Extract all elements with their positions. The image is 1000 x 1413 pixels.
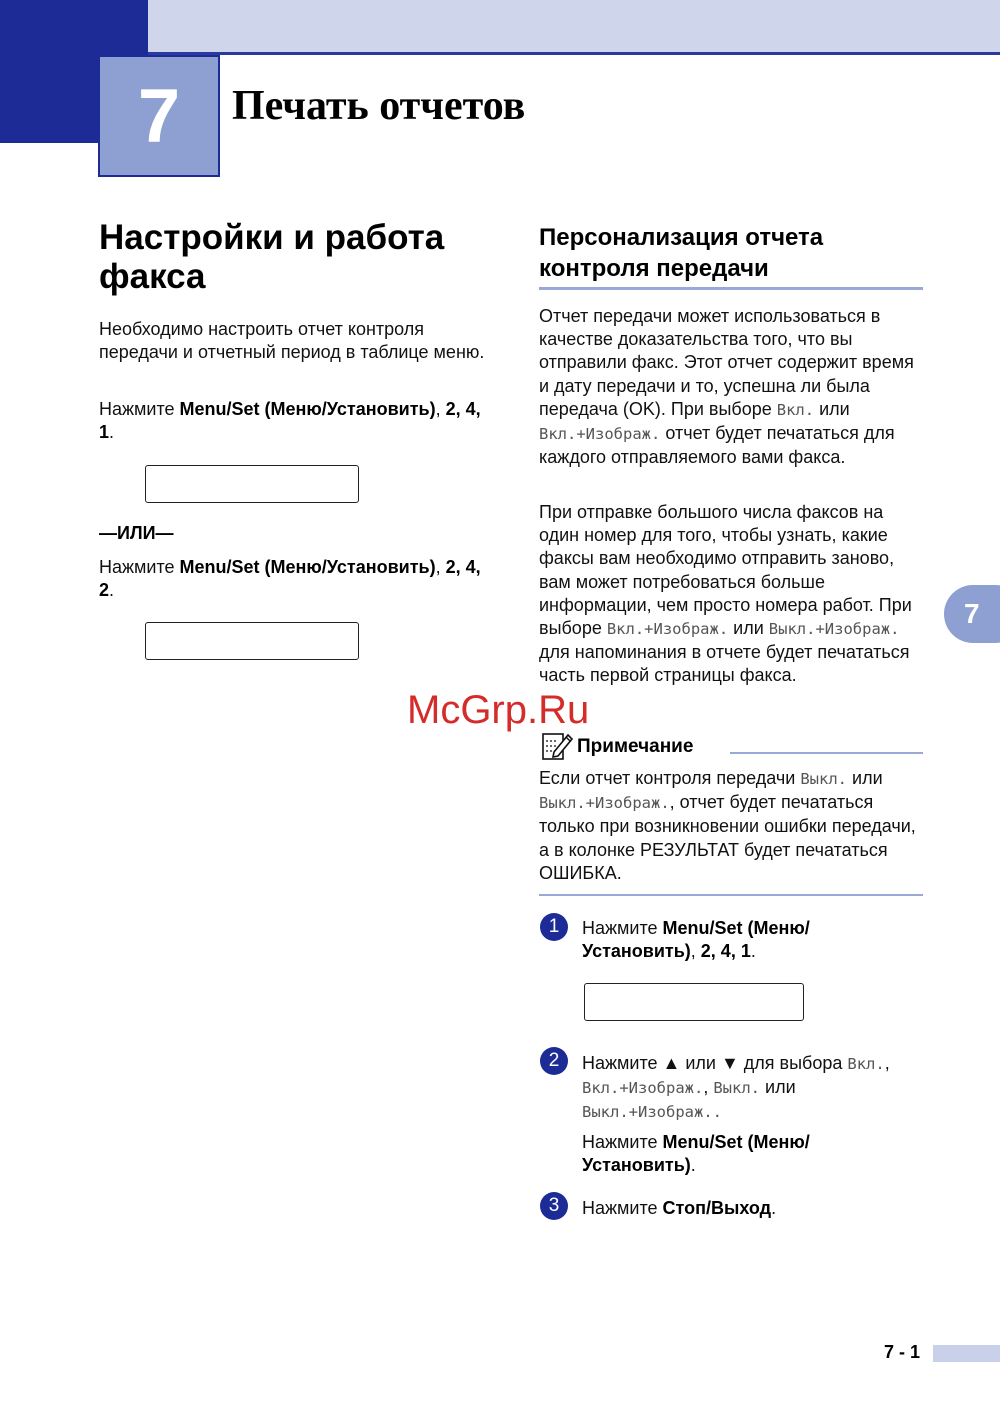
header-band (148, 0, 1000, 52)
note-end-rule (539, 894, 923, 896)
right-heading-rule (539, 287, 923, 290)
para2-option-on-image: Вкл.+Изображ. (606, 620, 729, 639)
step3-prefix: Нажмите (582, 1198, 663, 1218)
step1-prefix: Нажмите (582, 918, 663, 938)
para2-option-off-image: Выкл.+Изображ. (768, 620, 900, 639)
step2-sub-end: . (690, 1155, 696, 1176)
step1-keys: 2, 4, 1 (700, 941, 751, 962)
chapter-side-tab: 7 (944, 585, 1000, 643)
note-option-off: Выкл. (800, 770, 848, 788)
note-rule (730, 752, 923, 754)
step3-end: . (771, 1198, 777, 1218)
step-1-badge: 1 (540, 913, 568, 941)
step2-option-off: Выкл. (713, 1079, 761, 1098)
step-2-text (582, 1052, 922, 1125)
step2-sep3: или (760, 1077, 796, 1098)
step2-option-on-image: Вкл.+Изображ. (582, 1079, 704, 1098)
para2-text-a: При отправке большого числа факсов на один номер для того, чтобы узнать, какие факсы вам необходимо отправить заново, вам может потребоваться больше информации, чем просто номера работ. При выборе (539, 502, 912, 639)
left-heading-line1: Настройки и работа (99, 218, 445, 257)
para1-text-a: Отчет передачи может использоваться в качестве доказательства того, что вы отправили факс. Этот отчет содержит время и дату передачи и то, успешна ли была передача (OK). При выборе (539, 306, 914, 419)
step2-sub-prefix: Нажмите (582, 1132, 663, 1152)
chapter-title: Печать отчетов (232, 83, 526, 129)
step1-mid: , (690, 941, 701, 962)
page-number: 7 - 1 (884, 1342, 921, 1362)
footer-bar (933, 1345, 1000, 1362)
right-paragraph-1 (539, 305, 923, 469)
step1-end: . (750, 941, 756, 962)
para1-text-c: отчет будет печататься для каждого отправляемого вами факса. (539, 423, 895, 468)
note-text-c: , отчет будет печататься только при возникновении ошибки передачи, а в колонке РЕЗУЛЬТАТ будет печататься ОШИБКА. (539, 792, 916, 883)
lcd-display-1 (145, 465, 359, 503)
lcd-display-2 (145, 622, 359, 660)
para2-text-b: или (728, 618, 769, 639)
para1-option-on-image: Вкл.+Изображ. (539, 425, 661, 444)
note-pencil-icon (540, 730, 574, 762)
step2-prefix: Нажмите ▲ или ▼ для выбора (582, 1053, 848, 1073)
step2-sep1: , (884, 1053, 890, 1073)
step-2-badge: 2 (540, 1047, 568, 1075)
press1-prefix: Нажмите (99, 399, 180, 419)
step2-sub-menu: Menu/Set (Меню/Установить) (582, 1132, 810, 1176)
note-text-a: Если отчет контроля передачи (539, 768, 801, 788)
right-heading-line1: Персонализация отчета (539, 224, 824, 251)
press2-keys: 2, 4, 2 (99, 557, 481, 601)
left-heading (99, 218, 499, 296)
chapter-number-box (98, 55, 220, 177)
watermark: McGrp.Ru (407, 688, 590, 732)
step2-sep2: , (703, 1077, 714, 1098)
step2-option-off-image: Выкл.+Изображ. (582, 1103, 713, 1122)
step1-menu: Menu/Set (Меню/Установить) (582, 918, 810, 962)
press1-mid: , (435, 399, 446, 419)
right-paragraph-2 (539, 501, 923, 688)
lcd-display-3 (584, 983, 804, 1021)
step-1-text (582, 917, 912, 963)
press2-prefix: Нажмите (99, 557, 180, 577)
right-heading-line2: контроля передачи (539, 255, 769, 282)
press2-end: . (109, 580, 115, 601)
note-title: Примечание (577, 736, 694, 757)
note-text-b: или (847, 768, 883, 788)
press2-mid: , (435, 557, 446, 577)
chapter-number: 7 (137, 73, 181, 159)
press1-menu: Menu/Set (Меню/Установить) (179, 399, 436, 419)
step-3-text (582, 1197, 912, 1220)
para1-option-on: Вкл. (776, 400, 815, 419)
note-option-off-image: Выкл.+Изображ. (539, 794, 670, 813)
note-body (539, 767, 923, 885)
step-2-subtext (582, 1131, 912, 1177)
para2-text-c: для напоминания в отчете будет печататься часть первой страницы факса. (539, 642, 910, 686)
left-heading-line2: факса (99, 257, 206, 296)
press2-menu: Menu/Set (Меню/Установить) (179, 557, 436, 577)
press1-end: . (109, 422, 115, 443)
left-intro: Необходимо настроить отчет контроля передачи и отчетный период в таблице меню. (99, 319, 485, 363)
step3-button-name: Стоп/Выход (662, 1198, 772, 1218)
step-3-badge: 3 (540, 1192, 568, 1220)
header-rule (148, 52, 1000, 55)
press1-keys: 2, 4, 1 (99, 399, 481, 443)
or-label: —ИЛИ— (99, 523, 174, 543)
step2-option-on: Вкл. (847, 1055, 885, 1073)
left-press-2 (99, 556, 489, 602)
para1-text-b: или (814, 398, 850, 419)
step2-end: . (712, 1103, 722, 1122)
left-press-1 (99, 398, 489, 444)
right-heading (539, 222, 939, 284)
